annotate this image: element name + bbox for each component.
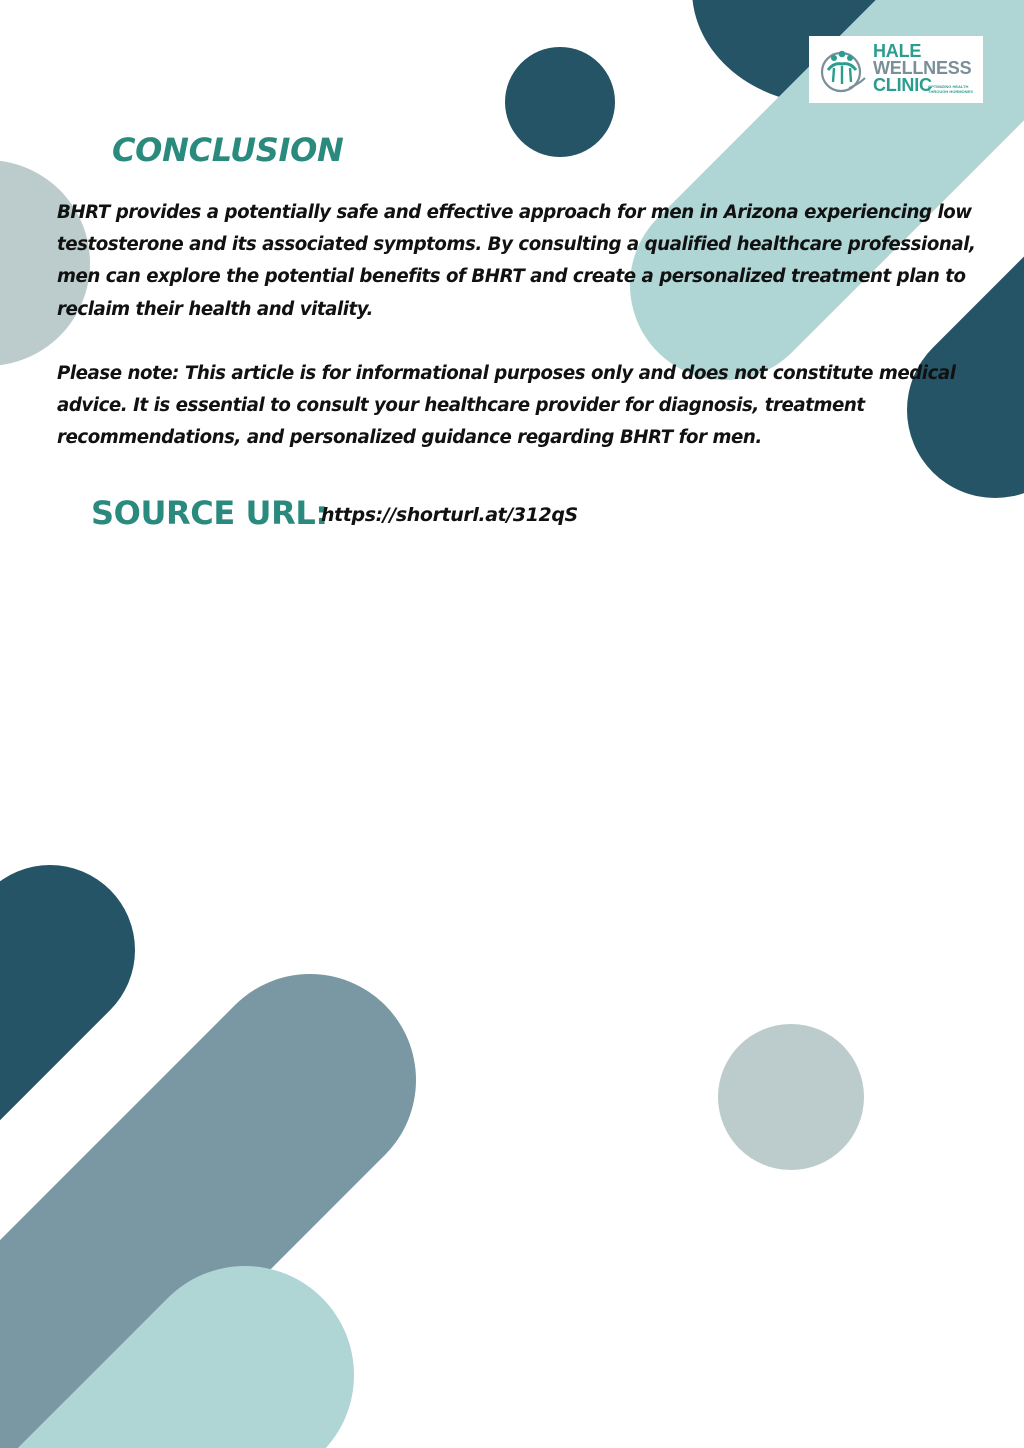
decor-shape — [995, 205, 1024, 410]
decor-shape — [718, 1024, 864, 1170]
conclusion-paragraph: BHRT provides a potentially safe and effective approach for men in Arizona experiencing low testosterone and its associated symptoms. By consulting a qualified healthcare professional, men can explore the potential benefits of BHRT and create a personalized treatment plan to reclaim their health and vitality. — [57, 202, 976, 320]
decor-shape — [0, 950, 50, 1160]
logo-tagline: OPTIMIZING HEALTH THROUGH HORMONES — [928, 84, 973, 94]
source-url-label: SOURCE URL: — [91, 494, 328, 532]
family-logo-icon — [819, 46, 869, 94]
conclusion-heading: CONCLUSION — [112, 131, 344, 169]
disclaimer-paragraph: Please note: This article is for informational purposes only and does not constitute medical advice. It is essential to consult your healthcare provider for diagnosis, treatment recommendations, and personalized guidance regarding BHRT for men. — [57, 363, 956, 449]
clinic-logo — [809, 36, 983, 103]
source-url-link[interactable]: https://shorturl.at/312qS — [321, 504, 578, 526]
logo-line-wellness: WELLNESS — [873, 58, 972, 78]
logo-line-clinic: CLINIC — [873, 75, 932, 95]
decor-shape — [505, 47, 615, 157]
logo-line-hale: HALE — [873, 41, 922, 61]
